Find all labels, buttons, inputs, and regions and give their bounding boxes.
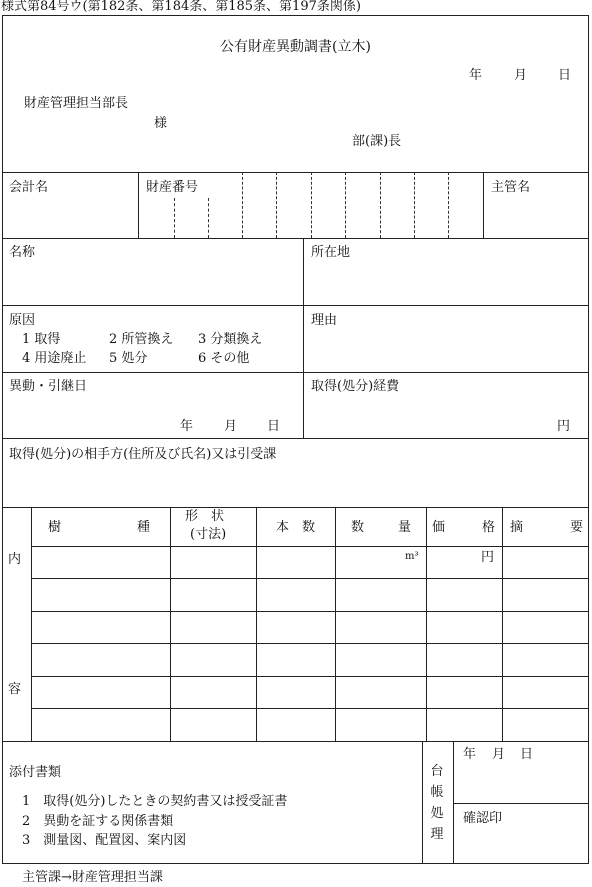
account-name-label: 会計名 xyxy=(9,180,49,195)
routing-footer: 主管課→財産管理担当課 xyxy=(22,870,163,885)
date-day-label: 日 xyxy=(558,68,572,83)
rule xyxy=(2,438,589,439)
addressee: 財産管理担当部長 xyxy=(24,96,129,111)
cost-label: 取得(処分)経費 xyxy=(311,379,400,394)
digit-divider xyxy=(345,172,346,238)
header-shape: 形 状 xyxy=(185,509,225,524)
rule xyxy=(2,507,589,508)
header-memo: 要 xyxy=(570,520,584,535)
form-frame xyxy=(2,15,589,864)
ledger-day-label: 日 xyxy=(520,747,534,762)
unit-yen: 円 xyxy=(481,550,495,565)
header-quantity: 数 xyxy=(351,520,365,535)
ledger-char: 処 xyxy=(430,806,444,821)
unit-cubic-meter: m³ xyxy=(405,551,419,562)
ledger-char: 帳 xyxy=(430,785,444,800)
reason-label: 理由 xyxy=(311,313,338,328)
rule xyxy=(453,741,454,864)
cause-option: 2 所管換え xyxy=(109,332,174,347)
rule xyxy=(453,803,589,804)
header-price: 価 xyxy=(432,520,446,535)
rule xyxy=(335,507,336,741)
digit-divider xyxy=(448,172,449,238)
rule xyxy=(426,507,427,741)
rule xyxy=(483,172,484,238)
rule xyxy=(2,305,589,306)
rule xyxy=(31,676,589,677)
digit-divider xyxy=(414,172,415,238)
digit-divider xyxy=(276,172,277,238)
rule xyxy=(31,643,589,644)
sender-title: 部(課)長 xyxy=(352,134,402,149)
transfer-day-label: 日 xyxy=(267,419,281,434)
date-month-label: 月 xyxy=(514,68,528,83)
honorific: 様 xyxy=(154,116,168,131)
cause-option: 1 取得 xyxy=(22,332,61,347)
side-label-inner: 内 xyxy=(8,552,22,567)
digit-divider xyxy=(174,198,175,238)
rule xyxy=(31,546,589,547)
rule xyxy=(303,238,304,438)
confirm-seal-label: 確認印 xyxy=(463,811,503,826)
property-number-label: 財産番号 xyxy=(146,180,199,195)
header-species: 樹 xyxy=(48,520,62,535)
cause-option: 6 その他 xyxy=(198,351,250,366)
rule xyxy=(2,238,589,239)
name-label: 名称 xyxy=(9,245,36,260)
ledger-year-label: 年 xyxy=(463,747,477,762)
rule xyxy=(2,741,589,742)
header-shape-unit: (寸法) xyxy=(190,527,227,542)
cause-option: 5 処分 xyxy=(109,351,148,366)
rule xyxy=(31,578,589,579)
digit-divider xyxy=(242,172,243,238)
transfer-year-label: 年 xyxy=(180,419,194,434)
cost-unit: 円 xyxy=(557,419,571,434)
header-count: 本 数 xyxy=(276,520,316,535)
header-memo: 摘 xyxy=(510,520,524,535)
attachments-label: 添付書類 xyxy=(9,765,62,780)
rule xyxy=(256,507,257,741)
ledger-char: 理 xyxy=(430,827,444,842)
cause-label: 原因 xyxy=(9,313,36,328)
cause-option: 4 用途廃止 xyxy=(22,351,87,366)
counterparty-label: 取得(処分)の相手方(住所及び氏名)又は引受課 xyxy=(9,447,277,462)
header-price: 格 xyxy=(482,520,496,535)
transfer-date-label: 異動・引継日 xyxy=(9,379,88,394)
ledger-month-label: 月 xyxy=(492,747,506,762)
form-title: 公有財産異動調書(立木) xyxy=(220,39,371,55)
attachment-item: 2 異動を証する関係書類 xyxy=(22,814,174,829)
attachment-item: 1 取得(処分)したときの契約書又は授受証書 xyxy=(22,794,288,809)
form-number-note: 様式第84号ウ(第182条、第184条、第185条、第197条関係) xyxy=(1,0,361,14)
digit-divider xyxy=(380,172,381,238)
manager-label: 主管名 xyxy=(491,180,531,195)
digit-divider xyxy=(311,172,312,238)
rule xyxy=(502,507,503,741)
side-label-content: 容 xyxy=(8,682,22,697)
digit-divider xyxy=(208,198,209,238)
attachment-item: 3 測量図、配置図、案内図 xyxy=(22,833,187,848)
header-species: 種 xyxy=(137,520,151,535)
date-year-label: 年 xyxy=(469,68,483,83)
ledger-processing-label xyxy=(430,761,444,845)
cause-option: 3 分類換え xyxy=(198,332,263,347)
rule xyxy=(422,741,423,864)
rule xyxy=(170,507,171,741)
ledger-char: 台 xyxy=(430,764,444,779)
rule xyxy=(2,372,589,373)
transfer-month-label: 月 xyxy=(224,419,238,434)
rule xyxy=(31,708,589,709)
header-quantity: 量 xyxy=(398,520,412,535)
rule xyxy=(2,172,589,173)
rule xyxy=(138,172,139,238)
location-label: 所在地 xyxy=(311,245,351,260)
rule xyxy=(31,611,589,612)
rule xyxy=(31,507,32,741)
